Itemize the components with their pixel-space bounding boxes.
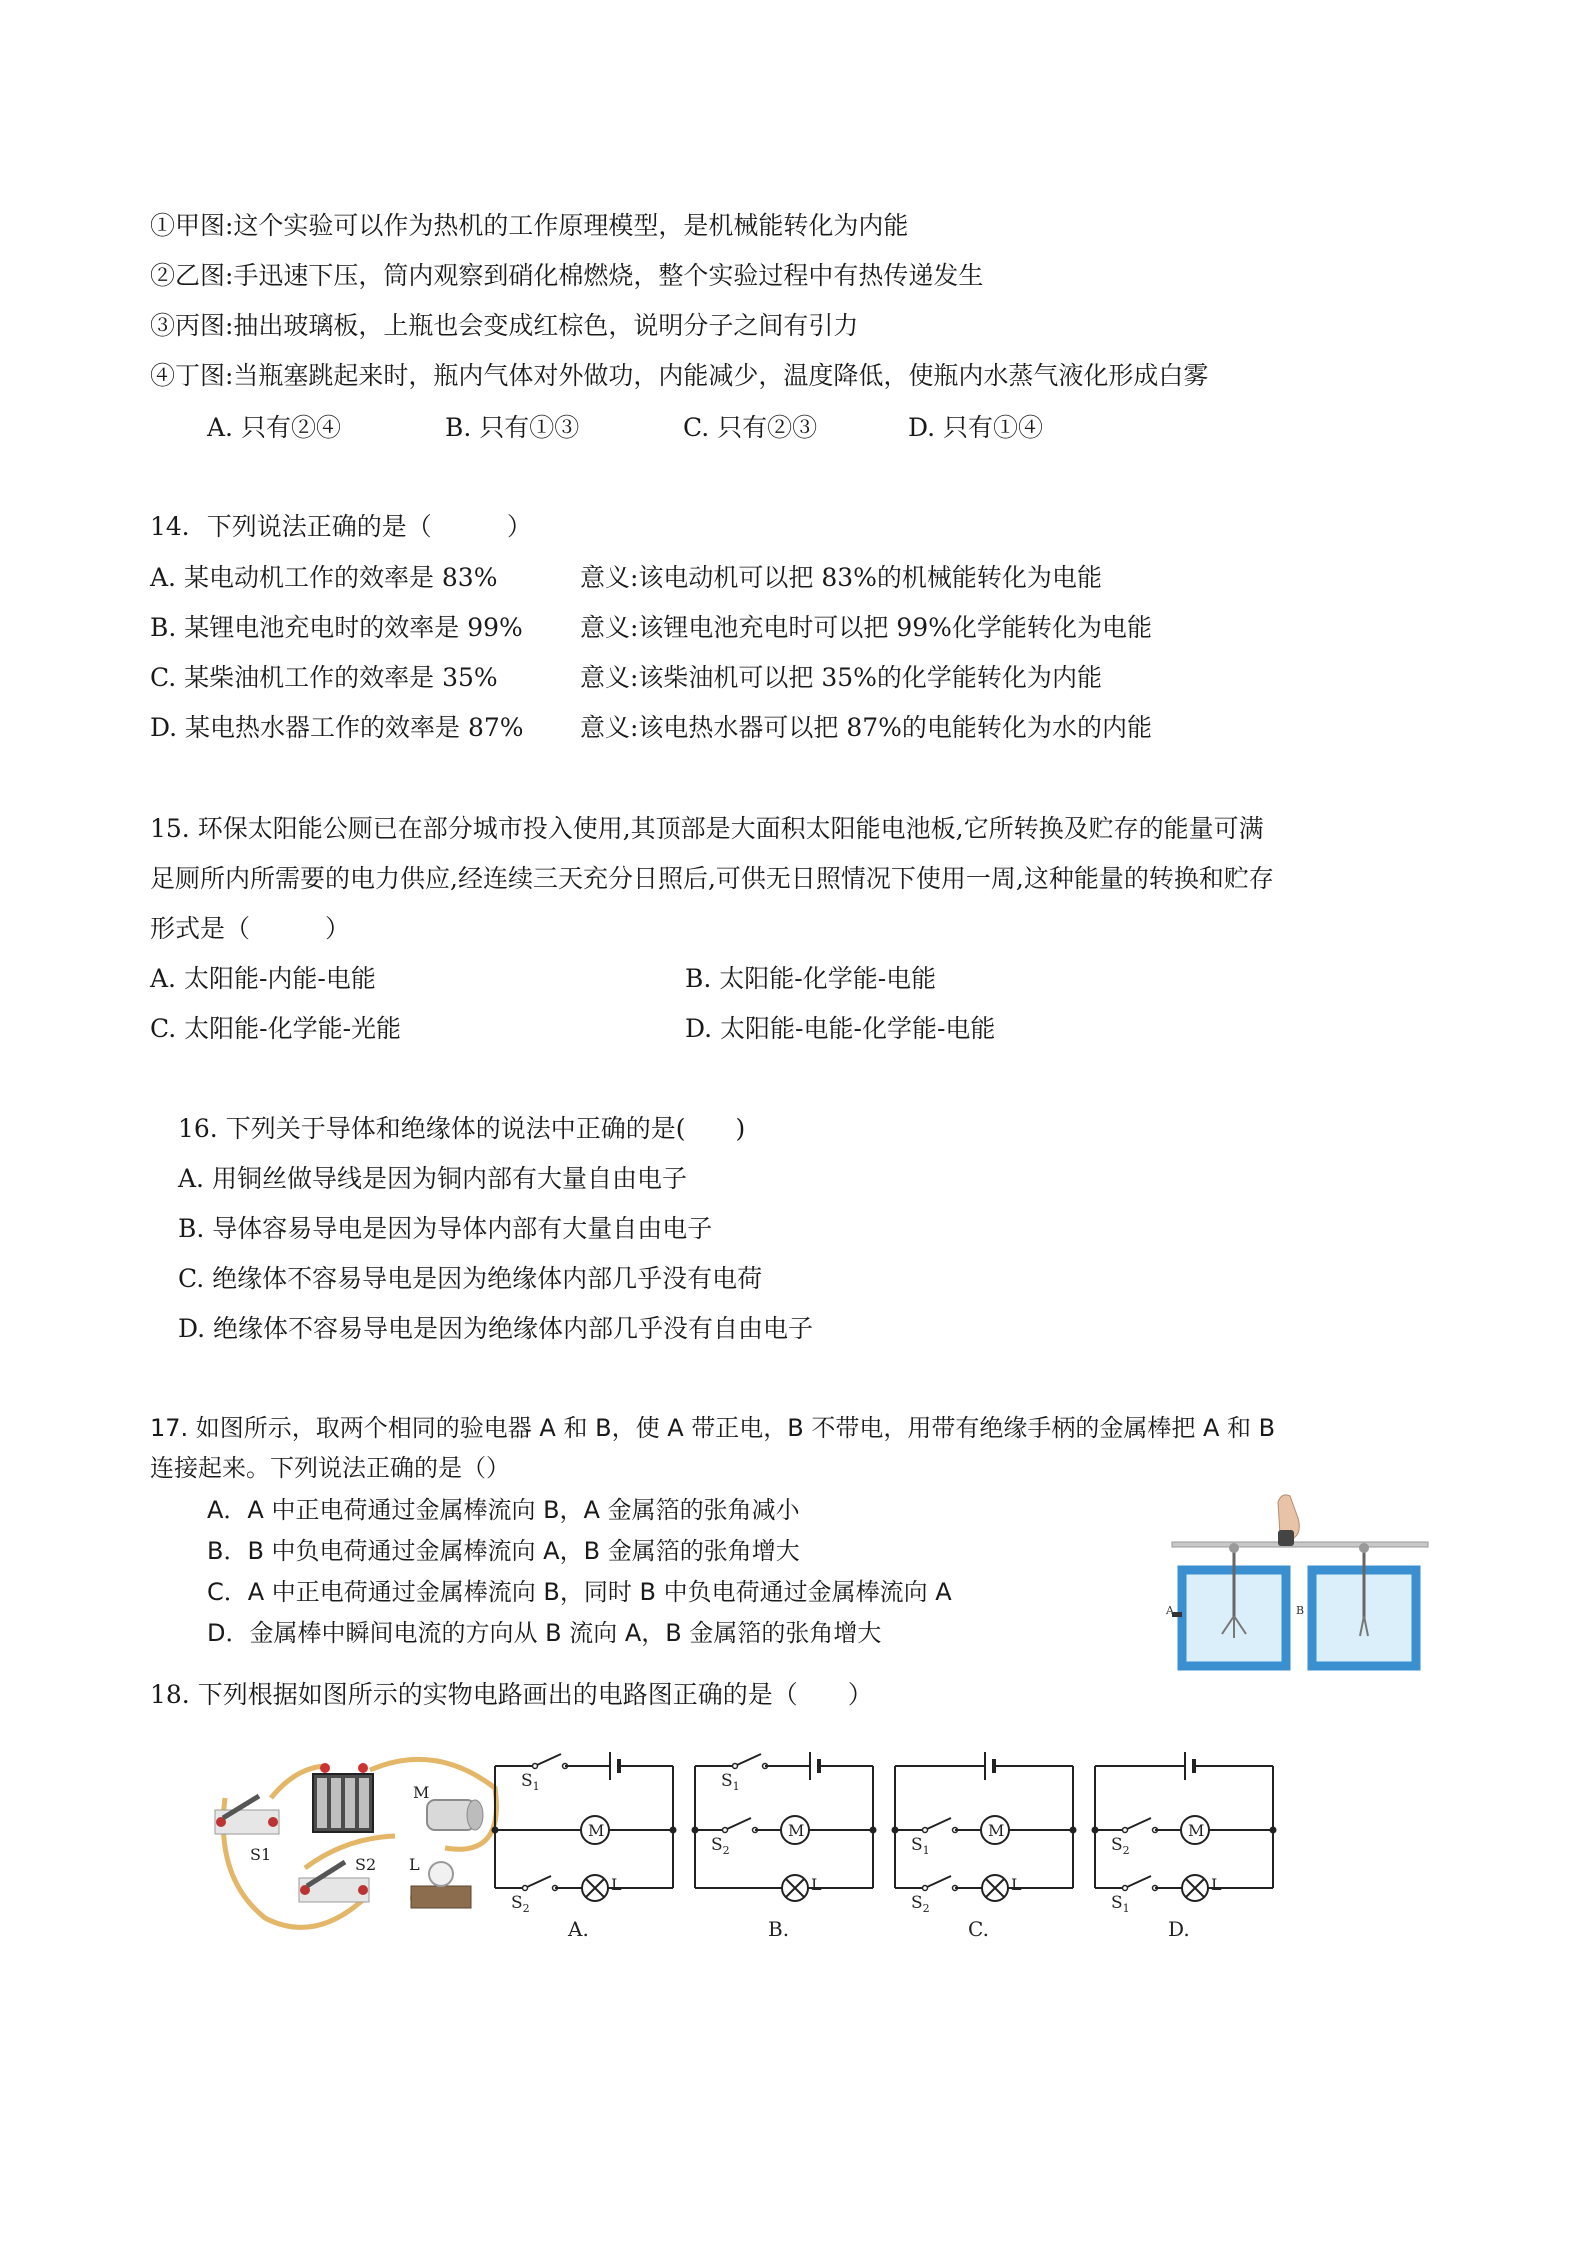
q14-option-a: A. 某电动机工作的效率是 83% — [150, 563, 498, 592]
circuit-option-a — [492, 1752, 677, 1941]
battery-pack — [313, 1763, 373, 1832]
svg-text:S1: S1 — [250, 1845, 272, 1864]
motor-symbol-label: M — [588, 1821, 605, 1840]
circuit-option-label: C. — [968, 1917, 989, 1941]
switch-s1-symbol: $S_1$ — [521, 1771, 540, 1793]
switch-s1-symbol: $S_1$ — [1111, 1893, 1130, 1915]
circuit-option-label: B. — [768, 1917, 790, 1941]
circuit-option-c — [892, 1752, 1077, 1941]
physical-circuit-photo — [205, 1748, 505, 1944]
q15-option-c: C. 太阳能-化学能-光能 — [150, 1014, 402, 1043]
switch-s2-symbol: $S_2$ — [911, 1893, 930, 1915]
lamp-symbol-label: L — [811, 1875, 822, 1894]
electroscope-a — [1165, 1543, 1286, 1666]
motor-symbol-label: M — [788, 1821, 805, 1840]
q13-option-d: D. 只有①④ — [908, 413, 1044, 442]
q15-option-d: D. 太阳能-电能-化学能-电能 — [685, 1014, 996, 1043]
switch-s2-symbol: $S_2$ — [511, 1893, 530, 1915]
svg-text:A: A — [1166, 1604, 1174, 1617]
motor-device — [413, 1783, 483, 1830]
motor-symbol-label: M — [988, 1821, 1005, 1840]
switch-s1-symbol: $S_1$ — [721, 1771, 740, 1793]
q13-option-c: C. 只有②③ — [683, 413, 818, 442]
switch-s2-symbol: $S_2$ — [711, 1835, 730, 1857]
q13-item-1: ①甲图:这个实验可以作为热机的工作原理模型，是机械能转化为内能 — [150, 211, 909, 240]
switch-s2-symbol: $S_2$ — [1111, 1835, 1130, 1857]
lamp-symbol-label: L — [1011, 1875, 1022, 1894]
q14-option-b-meaning: 意义:该锂电池充电时可以把 99%化学能转化为电能 — [580, 613, 1152, 642]
q17-stem-line-1: 17. 如图所示，取两个相同的验电器 A 和 B，使 A 带正电，B 不带电，用带有绝缘手柄的金属棒把 A 和 B — [150, 1414, 1276, 1442]
q17-stem-line-2: 连接起来。下列说法正确的是（） — [150, 1454, 510, 1482]
lamp-symbol-label: L — [1211, 1875, 1222, 1894]
circuit-option-label: D. — [1168, 1917, 1190, 1941]
circuit-option-label: A. — [568, 1917, 589, 1941]
lamp-symbol-label: L — [611, 1875, 622, 1894]
q17-option-b: B．B 中负电荷通过金属棒流向 A，B 金属箔的张角增大 — [207, 1537, 800, 1565]
q14-option-b: B. 某锂电池充电时的效率是 99% — [150, 613, 523, 642]
q15-stem-line-2: 足厕所内所需要的电力供应,经连续三天充分日照后,可供无日照情况下使用一周,这种能量的转换和贮存 — [150, 864, 1274, 893]
q16-option-c: C. 绝缘体不容易导电是因为绝缘体内部几乎没有电荷 — [178, 1264, 763, 1293]
q18-stem: 18. 下列根据如图所示的实物电路画出的电路图正确的是（ ） — [150, 1680, 873, 1709]
q13-option-a: A. 只有②④ — [207, 413, 341, 442]
q17-option-c: C．A 中正电荷通过金属棒流向 B，同时 B 中负电荷通过金属棒流向 A — [207, 1578, 952, 1606]
q15-stem-line-3: 形式是（ ） — [150, 914, 351, 943]
q13-item-2: ②乙图:手迅速下压，筒内观察到硝化棉燃烧，整个实验过程中有热传递发生 — [150, 261, 984, 290]
q16-option-b: B. 导体容易导电是因为导体内部有大量自由电子 — [178, 1214, 713, 1243]
q15-stem-line-1: 15. 环保太阳能公厕已在部分城市投入使用,其顶部是大面积太阳能电池板,它所转换及贮存的能量可满 — [150, 814, 1264, 843]
q16-stem: 16. 下列关于导体和绝缘体的说法中正确的是( ) — [178, 1114, 746, 1143]
q14-option-c: C. 某柴油机工作的效率是 35% — [150, 663, 498, 692]
q14-option-d: D. 某电热水器工作的效率是 87% — [150, 713, 524, 742]
q17-option-a: A．A 中正电荷通过金属棒流向 B，A 金属箔的张角减小 — [207, 1496, 800, 1524]
svg-text:M: M — [413, 1783, 430, 1802]
circuit-diagrams — [485, 1748, 1285, 1978]
electroscope-figure — [1166, 1488, 1430, 1678]
q17-option-d: D．金属棒中瞬间电流的方向从 B 流向 A，B 金属箔的张角增大 — [207, 1619, 882, 1647]
q14-option-a-meaning: 意义:该电动机可以把 83%的机械能转化为电能 — [580, 563, 1102, 592]
q14-stem: 14．下列说法正确的是（ ） — [150, 512, 532, 541]
motor-symbol-label: M — [1188, 1821, 1205, 1840]
q15-option-b: B. 太阳能-化学能-电能 — [685, 964, 937, 993]
q16-option-a: A. 用铜丝做导线是因为铜内部有大量自由电子 — [178, 1164, 687, 1193]
lamp-device — [409, 1855, 471, 1908]
svg-text:B: B — [1296, 1604, 1305, 1617]
electroscope-b — [1296, 1543, 1416, 1666]
q13-item-4: ④丁图:当瓶塞跳起来时，瓶内气体对外做功，内能减少，温度降低，使瓶内水蒸气液化形成白雾 — [150, 361, 1209, 390]
q13-item-3: ③丙图:抽出玻璃板，上瓶也会变成红棕色，说明分子之间有引力 — [150, 311, 859, 340]
q14-option-d-meaning: 意义:该电热水器可以把 87%的电能转化为水的内能 — [580, 713, 1152, 742]
q14-option-c-meaning: 意义:该柴油机可以把 35%的化学能转化为内能 — [580, 663, 1102, 692]
q15-option-a: A. 太阳能-内能-电能 — [150, 964, 376, 993]
circuit-option-b — [692, 1752, 877, 1941]
q16-option-d: D. 绝缘体不容易导电是因为绝缘体内部几乎没有自由电子 — [178, 1314, 814, 1343]
q13-option-b: B. 只有①③ — [445, 413, 580, 442]
svg-text:S2: S2 — [355, 1855, 377, 1874]
switch-s1-symbol: $S_1$ — [911, 1835, 930, 1857]
svg-text:L: L — [409, 1855, 420, 1874]
circuit-option-d — [1092, 1752, 1277, 1941]
